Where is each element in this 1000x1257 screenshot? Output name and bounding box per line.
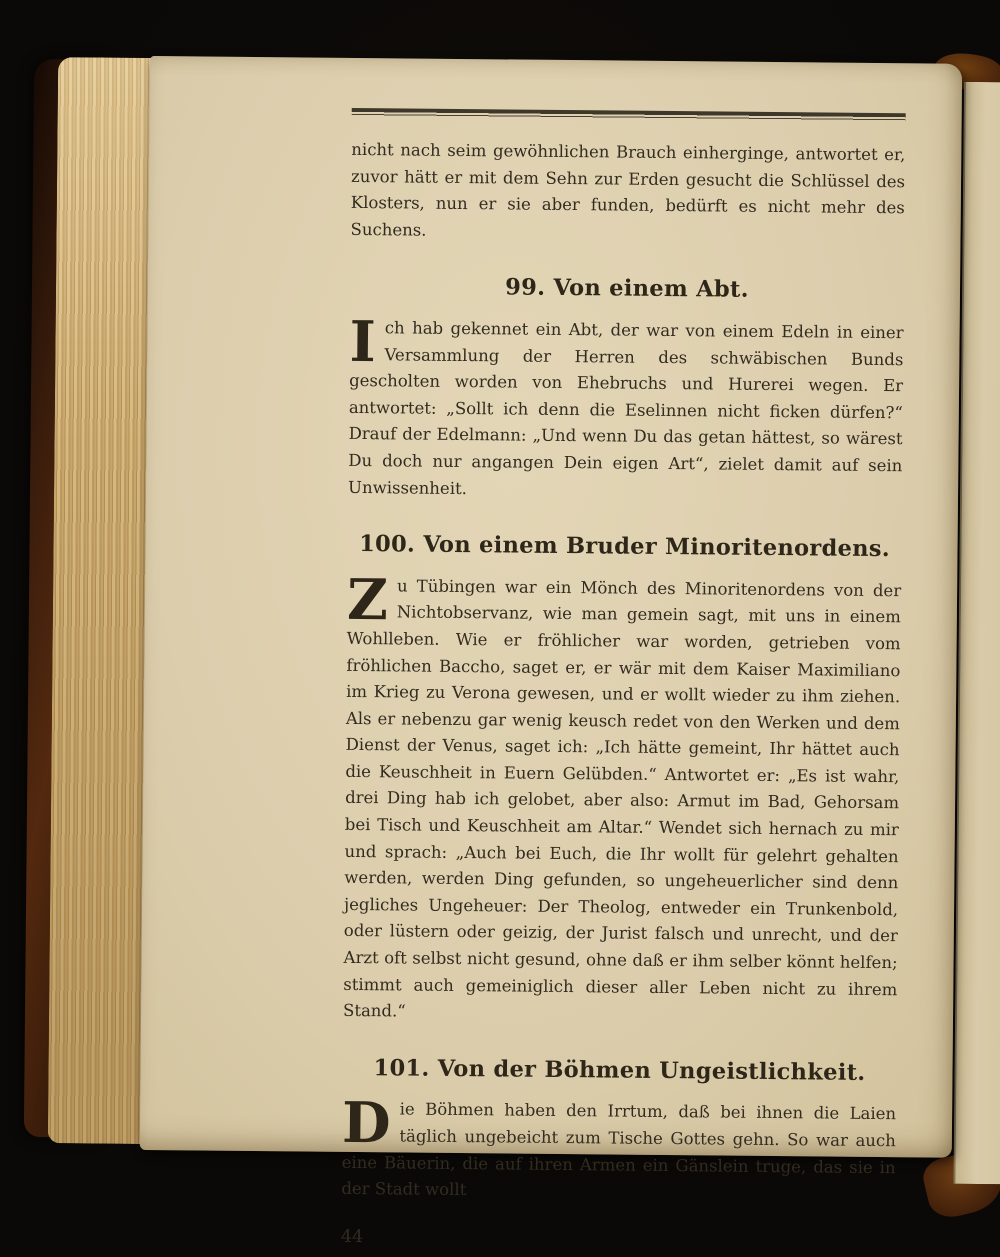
text-column — [341, 84, 906, 1256]
section-99-heading: 99. Von einem Abt. — [505, 274, 749, 304]
page-number: 44 — [340, 1226, 364, 1247]
header-rule — [352, 108, 906, 121]
section-101-body: ie Böhmen haben den Irrtum, daß bei ihnen die Laien täglich ungebeicht zum Tische Gottes gehn. So war auch eine Bäuerin, die auf ihren Armen ein Gänslein truge, das sie in der Stadt wollt — [341, 1099, 897, 1200]
section-99-paragraph — [348, 308, 904, 506]
section-100-paragraph — [342, 566, 902, 1030]
section-100-dropcap: Z — [346, 566, 389, 634]
section-101-heading: 101. Von der Böhmen Ungeistlichkeit. — [373, 1055, 866, 1086]
section-101-paragraph — [341, 1090, 897, 1208]
section-99-dropcap: I — [349, 308, 377, 376]
section-100-heading: 100. Von einem Bruder Minoritenordens. — [359, 531, 891, 563]
section-99-body: ch hab gekennet ein Abt, der war von einem Edeln in einer Versammlung der Herren des schwäbischen Bunds gescholten worden von Ehebruchs und Hurerei wegen. Er antwortet: „Sollt ich denn die Eselinnen nicht ficken dürfen?“ Drauf der Edelmann: „Und wenn Du das getan hättest, so wärest Du doch nur angangen Dein eigen Art“, zielet damit auf sein Unwissenheit. — [348, 318, 904, 498]
book-page — [140, 56, 962, 1247]
section-101-dropcap: D — [341, 1090, 391, 1157]
section-100-body: u Tübingen war ein Mönch des Minoritenordens von der Nichtobservanz, wie man gemein sagt, mit uns in einem Wohlleben. Wie er fröhlicher war worden, getrieben vom fröhlichen Baccho, saget er, er wär mit dem Kaiser Maximiliano im Krieg zu Verona gewesen, und er wollt wieder zu ihm ziehen. Als er nebenzu gar wenig keusch redet von den Werken und dem Dienst der Venus, saget ich: „Ich hätte gemeint, Ihr hättet auch die Keuschheit in Euern Gelübden.“ Antwortet er: „Es ist wahr, drei Ding hab ich gelobet, aber also: Armut im Bad, Gehorsam bei Tisch und Keuschheit am Altar.“ Wendet sich hernach zu mir und sprach: „Auch bei Euch, die Ihr wollt für gelehrt gehalten werden, werden Ding gefunden, so ungeheuerlicher sind denn jegliches Ungeheuer: Der Theolog, entweder ein Trunkenbold, oder lüstern oder geizig, der Jurist falsch und unrecht, und der Arzt oft selbst nicht gesund, ohne daß er ihm selber könnt helfen; stimmt auch gemeiniglich dieser aller Leben nicht zu ihrem Stand.“ — [342, 576, 902, 1021]
continuation-paragraph: nicht nach seim gewöhnlichen Brauch einherginge, antwortet er, zuvor hätt er mit dem Sehn zur Erden gesucht die Schlüssel des Klosters, nun er sie aber funden, bedürft es nicht mehr des Suchens. — [350, 139, 906, 240]
